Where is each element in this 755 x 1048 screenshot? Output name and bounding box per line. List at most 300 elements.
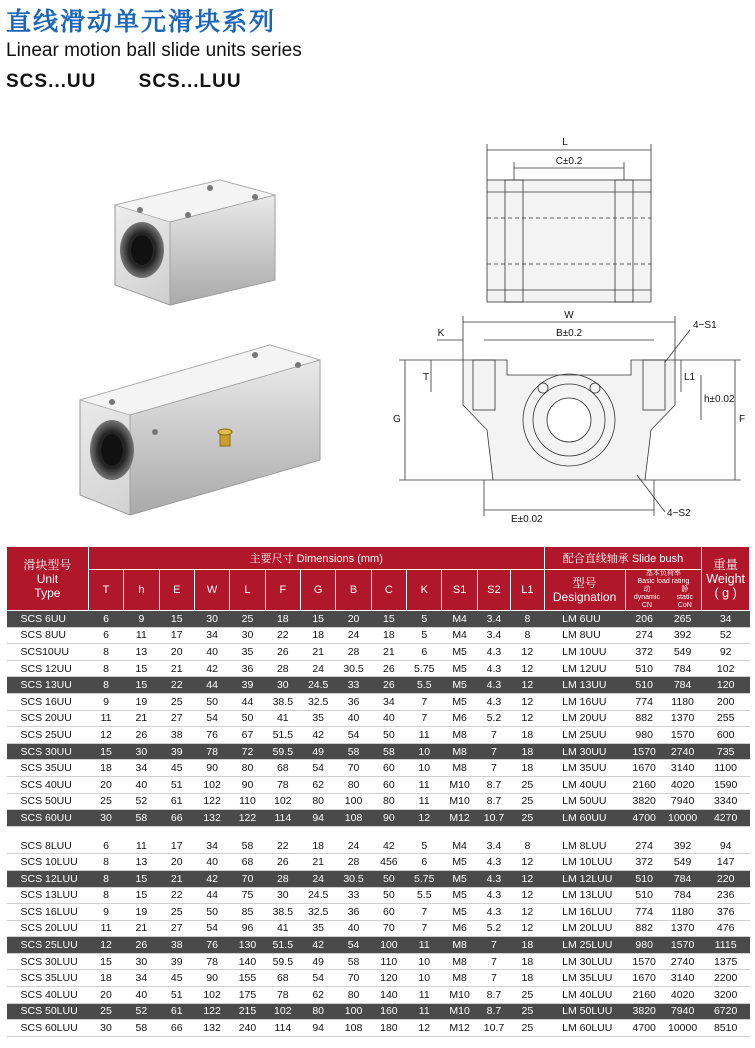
dimension-cell: 15	[159, 611, 194, 628]
unit-type-cell: SCS 35UU	[7, 760, 89, 777]
dimension-cell: 100	[336, 1003, 371, 1020]
dimension-cell: 102	[265, 793, 300, 810]
static-load-cell: 549	[663, 644, 701, 661]
dimension-cell: 45	[159, 970, 194, 987]
dimension-cell: 33	[336, 677, 371, 694]
technical-drawing	[375, 130, 750, 530]
dimension-cell: M8	[442, 970, 477, 987]
dimension-cell: 8	[511, 838, 545, 854]
dimension-cell: 12	[511, 854, 545, 871]
dimension-cell: 21	[124, 920, 159, 937]
dimension-cell: M5	[442, 887, 477, 904]
dim-h-label: h±0.02	[704, 394, 735, 405]
dimension-cell: 90	[230, 776, 265, 793]
dimension-cell: M8	[442, 727, 477, 744]
dynamic-load-cell: 1570	[625, 953, 663, 970]
dynamic-load-cell: 980	[625, 727, 663, 744]
dimension-cell: 35	[230, 644, 265, 661]
unit-type-cell: SCS 35LUU	[7, 970, 89, 987]
dimension-cell: 94	[301, 1020, 336, 1037]
dimension-cell: 72	[230, 743, 265, 760]
unit-type-cell: SCS 13LUU	[7, 887, 89, 904]
dimension-cell: 40	[336, 920, 371, 937]
dimension-cell: 114	[265, 1020, 300, 1037]
dimension-cell: 34	[371, 693, 406, 710]
static-load-cell: 549	[663, 854, 701, 871]
dimension-cell: 19	[124, 904, 159, 921]
dimension-cell: 68	[265, 760, 300, 777]
designation-cell: LM 6UU	[544, 611, 625, 628]
dimension-cell: M10	[442, 987, 477, 1004]
dimension-cell: 66	[159, 810, 194, 827]
dimension-cell: 59.5	[265, 743, 300, 760]
dimension-cell: 12	[511, 920, 545, 937]
dimension-cell: 68	[265, 970, 300, 987]
dynamic-load-cell: 3820	[625, 1003, 663, 1020]
dimension-cell: 94	[301, 810, 336, 827]
unit-type-cell: SCS 30UU	[7, 743, 89, 760]
dimension-cell: M5	[442, 660, 477, 677]
dimension-cell: 27	[159, 920, 194, 937]
dimension-cell: 70	[371, 920, 406, 937]
dimension-cell: 19	[124, 693, 159, 710]
dimension-cell: 15	[124, 870, 159, 887]
dimension-cell: M5	[442, 904, 477, 921]
dimension-cell: 32.5	[301, 904, 336, 921]
dimension-cell: 5	[407, 627, 442, 644]
dimension-cell: 44	[194, 677, 229, 694]
dimension-cell: 30	[124, 743, 159, 760]
dimension-cell: 15	[301, 611, 336, 628]
dynamic-load-cell: 274	[625, 838, 663, 854]
dimension-cell: 4.3	[477, 644, 510, 661]
weight-cell: 1375	[702, 953, 750, 970]
dimension-cell: 80	[336, 987, 371, 1004]
weight-cell: 3200	[702, 987, 750, 1004]
dimension-cell: 42	[371, 838, 406, 854]
dimension-cell: 108	[336, 810, 371, 827]
column-header-s1: S1	[442, 570, 477, 611]
designation-cell: LM 8UU	[544, 627, 625, 644]
dimension-cell: 6	[407, 854, 442, 871]
dimension-cell: 132	[194, 1020, 229, 1037]
dimension-cell: 70	[336, 760, 371, 777]
dim-C-label: C±0.2	[555, 156, 583, 167]
static-load-cell: 10000	[663, 1020, 701, 1037]
dimension-cell: 11	[407, 793, 442, 810]
dimension-cell: 39	[159, 743, 194, 760]
dimension-cell: 34	[194, 838, 229, 854]
dynamic-load-cell: 2160	[625, 987, 663, 1004]
dynamic-load-cell: 1670	[625, 970, 663, 987]
dimension-cell: 25	[159, 693, 194, 710]
designation-cell: LM 50LUU	[544, 1003, 625, 1020]
designation-cell: LM 35LUU	[544, 970, 625, 987]
dimension-cell: 11	[124, 627, 159, 644]
dimension-cell: 44	[194, 887, 229, 904]
dynamic-load-cell: 510	[625, 677, 663, 694]
dimension-cell: 61	[159, 1003, 194, 1020]
static-load-cell: 2740	[663, 953, 701, 970]
table-row	[7, 776, 750, 793]
dimension-cell: 52	[124, 793, 159, 810]
designation-cell: LM 60LUU	[544, 1020, 625, 1037]
dimension-cell: 15	[371, 611, 406, 628]
dimension-cell: 30	[230, 627, 265, 644]
dimension-cell: 58	[230, 838, 265, 854]
table-row	[7, 854, 750, 871]
table-row	[7, 743, 750, 760]
dimension-cell: 7	[407, 693, 442, 710]
dimension-cell: 130	[230, 937, 265, 954]
dimension-cell: 90	[371, 810, 406, 827]
dimension-cell: 85	[230, 904, 265, 921]
dimension-cell: 3.4	[477, 838, 510, 854]
dimension-cell: 50	[194, 904, 229, 921]
dimension-cell: 58	[371, 743, 406, 760]
dimension-cell: 132	[194, 810, 229, 827]
table-row	[7, 870, 750, 887]
dimension-cell: 17	[159, 627, 194, 644]
weight-cell: 3340	[702, 793, 750, 810]
dimension-cell: 34	[124, 760, 159, 777]
dimension-cell: 8	[88, 870, 123, 887]
dim-4S2-label: 4−S2	[667, 508, 691, 519]
designation-cell: LM 30UU	[544, 743, 625, 760]
table-row	[7, 838, 750, 854]
dimension-cell: 215	[230, 1003, 265, 1020]
dimension-cell: 100	[336, 793, 371, 810]
dimension-cell: 7	[477, 937, 510, 954]
static-load-cell: 392	[663, 627, 701, 644]
dimension-cell: 51.5	[265, 937, 300, 954]
weight-cell: 1590	[702, 776, 750, 793]
unit-type-cell: SCS 13UU	[7, 677, 89, 694]
dimension-cell: 10	[407, 743, 442, 760]
dimension-cell: 18	[301, 627, 336, 644]
dimension-cell: 11	[407, 776, 442, 793]
dimension-cell: 140	[230, 953, 265, 970]
dimension-cell: 7	[477, 727, 510, 744]
dimension-cell: 4.3	[477, 693, 510, 710]
designation-cell: LM 35UU	[544, 760, 625, 777]
dimension-cell: 8.7	[477, 987, 510, 1004]
weight-cell: 94	[702, 838, 750, 854]
dimension-cell: 10.7	[477, 810, 510, 827]
dimension-cell: M10	[442, 793, 477, 810]
dimension-cell: 12	[511, 904, 545, 921]
dimension-cell: 54	[194, 920, 229, 937]
static-load-cell: 1180	[663, 904, 701, 921]
table-row	[7, 920, 750, 937]
dimension-cell: 36	[336, 904, 371, 921]
dimension-cell: 8	[88, 887, 123, 904]
section-gap-cell	[7, 826, 750, 838]
dimension-cell: 3.4	[477, 611, 510, 628]
static-load-cell: 1370	[663, 920, 701, 937]
dimension-cell: 10	[407, 970, 442, 987]
weight-cell: 376	[702, 904, 750, 921]
dimension-cell: 50	[371, 870, 406, 887]
dimension-cell: 54	[301, 970, 336, 987]
dimension-cell: 38.5	[265, 904, 300, 921]
static-load-cell: 1180	[663, 693, 701, 710]
dimension-cell: 114	[265, 810, 300, 827]
dimension-cell: 12	[407, 1020, 442, 1037]
dimension-cell: 12	[511, 870, 545, 887]
dimension-cell: 18	[511, 970, 545, 987]
dimension-cell: 38.5	[265, 693, 300, 710]
dimension-cell: 26	[371, 677, 406, 694]
static-load-cell: 784	[663, 677, 701, 694]
product-photos	[70, 170, 390, 520]
static-load-cell: 3140	[663, 970, 701, 987]
dimension-cell: 40	[194, 854, 229, 871]
dimension-cell: 18	[265, 611, 300, 628]
dimension-cell: 51	[159, 776, 194, 793]
weight-cell: 6720	[702, 1003, 750, 1020]
dimension-cell: 4.3	[477, 870, 510, 887]
dimension-cell: 8	[511, 627, 545, 644]
dimension-cell: 12	[88, 937, 123, 954]
dimension-cell: 76	[194, 727, 229, 744]
dimension-cell: 39	[159, 953, 194, 970]
table-row	[7, 1003, 750, 1020]
dimension-cell: 7	[477, 743, 510, 760]
dimension-cell: 76	[194, 937, 229, 954]
designation-header: 型号 Designation	[544, 570, 625, 611]
dimension-cell: 70	[230, 870, 265, 887]
dimension-cell: 5.5	[407, 677, 442, 694]
column-header-e: E	[159, 570, 194, 611]
static-load-cell: 4020	[663, 776, 701, 793]
weight-cell: 255	[702, 710, 750, 727]
dimension-cell: 36	[230, 660, 265, 677]
dimension-cell: 34	[194, 627, 229, 644]
dim-L-label: L	[562, 137, 568, 148]
weight-cell: 34	[702, 611, 750, 628]
dim-F-label: F	[739, 414, 746, 425]
dimension-cell: 25	[159, 904, 194, 921]
table-row	[7, 937, 750, 954]
slide-bush-header: 配合直线轴承 Slide bush	[544, 547, 702, 570]
dimension-cell: 9	[124, 611, 159, 628]
dimension-cell: M6	[442, 920, 477, 937]
dimension-cell: 12	[407, 810, 442, 827]
dimension-cell: 78	[194, 743, 229, 760]
dimension-cell: M5	[442, 644, 477, 661]
table-row	[7, 953, 750, 970]
dimension-cell: 90	[194, 760, 229, 777]
dimension-cell: 12	[511, 660, 545, 677]
dimension-cell: 12	[511, 644, 545, 661]
dimension-cell: M5	[442, 677, 477, 694]
dimension-cell: 28	[336, 854, 371, 871]
dynamic-load-cell: 206	[625, 611, 663, 628]
dynamic-load-cell: 1670	[625, 760, 663, 777]
dimension-cell: 7	[407, 920, 442, 937]
designation-cell: LM 30LUU	[544, 953, 625, 970]
designation-cell: LM 13LUU	[544, 887, 625, 904]
unit-type-cell: SCS 30LUU	[7, 953, 89, 970]
dim-E-label: E±0.02	[511, 514, 543, 525]
unit-type-cell: SCS 60LUU	[7, 1020, 89, 1037]
unit-type-cell: SCS 20LUU	[7, 920, 89, 937]
dimension-cell: 90	[194, 970, 229, 987]
unit-type-cell: SCS 60UU	[7, 810, 89, 827]
unit-type-cell: SCS 8UU	[7, 627, 89, 644]
dimension-cell: 4.3	[477, 887, 510, 904]
column-header-g: G	[301, 570, 336, 611]
dimension-cell: 50	[371, 727, 406, 744]
dimension-cell: 7	[477, 760, 510, 777]
dimension-cell: 25	[511, 1003, 545, 1020]
designation-cell: LM 12LUU	[544, 870, 625, 887]
dimension-cell: M8	[442, 953, 477, 970]
table-row	[7, 627, 750, 644]
dimension-cell: 58	[124, 1020, 159, 1037]
dim-4S1-label: 4−S1	[693, 320, 717, 331]
dimension-cell: 11	[124, 838, 159, 854]
model-uu: SCS...UU	[6, 71, 97, 92]
dimension-cell: 25	[88, 1003, 123, 1020]
dimension-cell: 102	[194, 776, 229, 793]
table-row	[7, 1020, 750, 1037]
weight-header: 重量 Weight ( g )	[702, 547, 750, 611]
dimension-cell: 8.7	[477, 793, 510, 810]
dimension-cell: M12	[442, 810, 477, 827]
dimension-cell: 25	[511, 1020, 545, 1037]
unit-type-cell: SCS 6UU	[7, 611, 89, 628]
weight-cell: 735	[702, 743, 750, 760]
dim-G-label: G	[393, 414, 401, 425]
dimension-cell: 26	[371, 660, 406, 677]
dimension-cell: 58	[336, 743, 371, 760]
dimension-cell: 54	[336, 937, 371, 954]
dimension-cell: 30	[194, 611, 229, 628]
dynamic-load-cell: 372	[625, 854, 663, 871]
dimension-cell: 26	[124, 937, 159, 954]
dimension-cell: 21	[301, 644, 336, 661]
dimension-cell: 18	[511, 953, 545, 970]
dimension-cell: 4.3	[477, 854, 510, 871]
dimension-cell: 8.7	[477, 776, 510, 793]
column-header-f: F	[265, 570, 300, 611]
dimension-cell: 122	[194, 793, 229, 810]
designation-cell: LM 40UU	[544, 776, 625, 793]
dimension-cell: 30	[88, 1020, 123, 1037]
dimension-cell: 24	[301, 660, 336, 677]
weight-cell: 220	[702, 870, 750, 887]
dynamic-load-cell: 3820	[625, 793, 663, 810]
table-row	[7, 644, 750, 661]
dimension-cell: 28	[265, 660, 300, 677]
dimension-cell: 42	[301, 937, 336, 954]
column-header-t: T	[88, 570, 123, 611]
weight-cell: 147	[702, 854, 750, 871]
dimension-cell: 58	[336, 953, 371, 970]
dimension-cell: 7	[477, 970, 510, 987]
dimension-cell: 11	[407, 937, 442, 954]
table-row	[7, 611, 750, 628]
dimension-cell: 42	[194, 870, 229, 887]
dimension-cell: 15	[124, 677, 159, 694]
dimension-cell: 96	[230, 920, 265, 937]
designation-cell: LM 8LUU	[544, 838, 625, 854]
dimension-cell: 18	[88, 760, 123, 777]
designation-cell: LM 13UU	[544, 677, 625, 694]
dimension-cell: 51	[159, 987, 194, 1004]
dimension-cell: 6	[88, 627, 123, 644]
dimension-cell: 110	[230, 793, 265, 810]
dynamic-load-cell: 510	[625, 660, 663, 677]
dimension-cell: 78	[265, 776, 300, 793]
dynamic-load-cell: 882	[625, 920, 663, 937]
dimension-cell: 108	[336, 1020, 371, 1037]
dimension-cell: 5.75	[407, 660, 442, 677]
dimension-cell: 6	[88, 611, 123, 628]
dimension-cell: 25	[511, 810, 545, 827]
dimension-cell: 9	[88, 904, 123, 921]
designation-cell: LM 16UU	[544, 693, 625, 710]
column-header-k: K	[407, 570, 442, 611]
dynamic-load-cell: 980	[625, 937, 663, 954]
dimension-cell: 20	[159, 644, 194, 661]
dimension-cell: 26	[265, 644, 300, 661]
dimension-cell: 30.5	[336, 660, 371, 677]
dimension-cell: 45	[159, 760, 194, 777]
short-slide-unit-image	[115, 180, 275, 305]
dimension-cell: 54	[301, 760, 336, 777]
dimension-cell: 26	[124, 727, 159, 744]
dimension-cell: 12	[88, 727, 123, 744]
dimension-cell: 70	[336, 970, 371, 987]
dimension-cell: 7	[477, 953, 510, 970]
dimension-cell: 42	[301, 727, 336, 744]
designation-cell: LM 10LUU	[544, 854, 625, 871]
dynamic-load-cell: 4700	[625, 810, 663, 827]
dimension-cell: 40	[124, 987, 159, 1004]
dimension-cell: 67	[230, 727, 265, 744]
weight-cell: 236	[702, 887, 750, 904]
dimension-cell: 100	[371, 937, 406, 954]
dimension-cell: 21	[159, 660, 194, 677]
dimension-cell: 140	[371, 987, 406, 1004]
dimension-cell: 25	[88, 793, 123, 810]
dimension-cell: 49	[301, 743, 336, 760]
dimension-cell: 15	[124, 660, 159, 677]
column-header-c: C	[371, 570, 406, 611]
dimension-cell: 30	[265, 677, 300, 694]
dimension-cell: M4	[442, 838, 477, 854]
dimension-cell: M6	[442, 710, 477, 727]
dimensions-header: 主要尺寸 Dimensions (mm)	[88, 547, 544, 570]
dimension-cell: M5	[442, 854, 477, 871]
title-chinese: 直线滑动单元滑块系列	[6, 7, 277, 36]
dimension-cell: 120	[371, 970, 406, 987]
dimension-cell: 30	[124, 953, 159, 970]
static-load-cell: 7940	[663, 793, 701, 810]
dimension-cell: 18	[511, 760, 545, 777]
dimension-cell: 102	[265, 1003, 300, 1020]
designation-cell: LM 10UU	[544, 644, 625, 661]
dimension-cell: 80	[371, 793, 406, 810]
dimension-cell: 80	[301, 793, 336, 810]
unit-type-cell: SCS 50LUU	[7, 1003, 89, 1020]
dimension-cell: 50	[194, 693, 229, 710]
dim-L1-label: L1	[684, 372, 696, 383]
dimension-cell: M10	[442, 1003, 477, 1020]
